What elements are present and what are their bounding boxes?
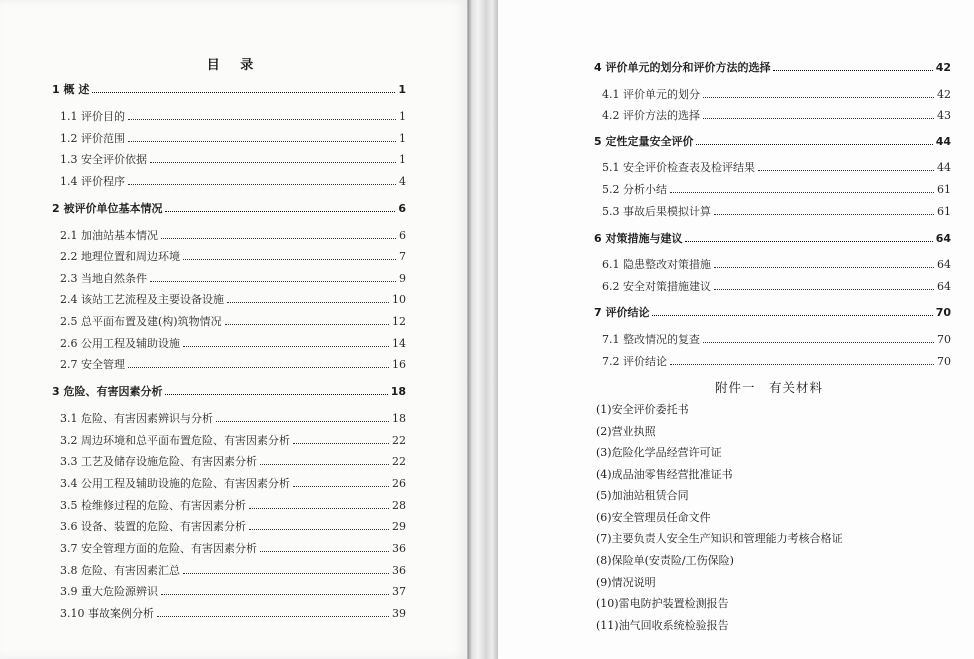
dot-leader (703, 342, 934, 343)
attachment-item: (8)保险单(安责险/工伤保险) (596, 554, 734, 567)
toc-entry-label: 2.7 安全管理 (60, 358, 125, 371)
dot-leader (128, 367, 389, 368)
toc-entry-label: 1.4 评价程序 (60, 175, 125, 188)
toc-section-entry (60, 455, 406, 469)
toc-entry-label: 6.2 安全对策措施建议 (602, 280, 711, 293)
toc-page-number: 1 (399, 110, 406, 123)
toc-section-entry (60, 564, 406, 578)
toc-title: 目 录 (206, 58, 262, 73)
dot-leader (165, 211, 395, 212)
toc-page-number: 22 (392, 455, 406, 468)
toc-section-entry (60, 607, 406, 621)
toc-chapter-entry (52, 83, 406, 97)
toc-entry-label: 5.2 分析小结 (602, 183, 667, 196)
toc-section-entry (60, 110, 406, 124)
toc-page-number: 61 (937, 205, 951, 218)
dot-leader (260, 464, 389, 465)
dot-leader (161, 238, 396, 239)
toc-section-entry (60, 250, 406, 264)
toc-section-entry (60, 520, 406, 534)
toc-entry-label: 2 被评价单位基本情况 (52, 202, 163, 215)
toc-page-number: 64 (935, 232, 951, 245)
toc-entry-label: 3 危险、有害因素分析 (52, 385, 163, 398)
toc-entry-label: 2.1 加油站基本情况 (60, 229, 158, 242)
dot-leader (227, 302, 389, 303)
toc-chapter-entry (52, 202, 406, 216)
toc-section-entry (60, 412, 406, 426)
dot-leader (157, 616, 389, 617)
attachment-title: 附件一 有关材料 (714, 380, 823, 395)
dot-leader (150, 281, 396, 282)
dot-leader (128, 184, 396, 185)
attachment-item: (5)加油站租赁合同 (596, 489, 689, 502)
toc-chapter-entry (594, 232, 951, 246)
toc-page-number: 61 (937, 183, 951, 196)
toc-page-number: 22 (392, 434, 406, 447)
dot-leader (293, 486, 389, 487)
dot-leader (714, 214, 934, 215)
toc-chapter-entry (594, 61, 951, 75)
toc-chapter-entry (594, 135, 951, 149)
dot-leader (685, 241, 932, 242)
toc-section-entry (60, 542, 406, 556)
dot-leader (128, 119, 396, 120)
dot-leader (183, 346, 389, 347)
toc-page-number: 43 (937, 109, 951, 122)
toc-entry-label: 1 概 述 (52, 83, 90, 96)
toc-page-number: 7 (399, 250, 406, 263)
toc-page-number: 44 (935, 135, 951, 148)
dot-leader (714, 267, 934, 268)
toc-section-entry (602, 355, 951, 369)
toc-page-number: 70 (935, 306, 951, 319)
toc-entry-label: 3.9 重大危险源辨识 (60, 585, 158, 598)
toc-entry-label: 3.2 周边环境和总平面布置危险、有害因素分析 (60, 434, 290, 447)
attachment-item: (11)油气回收系统检验报告 (596, 619, 729, 632)
toc-entry-label: 1.3 安全评价依据 (60, 153, 147, 166)
toc-page-number: 1 (398, 83, 406, 96)
toc-page-number: 36 (392, 564, 406, 577)
toc-chapter-entry (52, 385, 406, 399)
toc-section-entry (602, 88, 951, 102)
toc-entry-label: 3.6 设备、装置的危险、有害因素分析 (60, 520, 246, 533)
toc-entry-label: 3.5 检维修过程的危险、有害因素分析 (60, 499, 246, 512)
toc-entry-label: 2.5 总平面布置及建(构)筑物情况 (60, 315, 222, 328)
book-gutter (468, 0, 498, 659)
toc-page-number: 70 (937, 355, 951, 368)
toc-page-number: 26 (392, 477, 406, 490)
attachment-item: (6)安全管理员任命文件 (596, 511, 711, 524)
toc-entry-label: 7.1 整改情况的复查 (602, 333, 700, 346)
toc-section-entry (60, 434, 406, 448)
dot-leader (670, 192, 934, 193)
toc-page-number: 70 (937, 333, 951, 346)
dot-leader (183, 573, 389, 574)
dot-leader (128, 141, 396, 142)
dot-leader (758, 170, 934, 171)
dot-leader (150, 162, 396, 163)
toc-entry-label: 2.3 当地自然条件 (60, 272, 147, 285)
dot-leader (161, 594, 389, 595)
dot-leader (225, 324, 389, 325)
toc-entry-label: 3.1 危险、有害因素辨识与分析 (60, 412, 213, 425)
toc-entry-label: 5.1 安全评价检查表及检评结果 (602, 161, 755, 174)
toc-entry-label: 3.8 危险、有害因素汇总 (60, 564, 180, 577)
attachment-item: (7)主要负责人安全生产知识和管理能力考核合格证 (596, 532, 843, 545)
toc-page-number: 44 (937, 161, 951, 174)
dot-leader (670, 364, 934, 365)
toc-page-number: 4 (399, 175, 406, 188)
dot-leader (216, 421, 389, 422)
toc-section-entry (60, 132, 406, 146)
dot-leader (249, 508, 389, 509)
toc-page-number: 28 (392, 499, 406, 512)
toc-entry-label: 4 评价单元的划分和评价方法的选择 (594, 61, 771, 74)
toc-page-number: 39 (392, 607, 406, 620)
dot-leader (773, 70, 932, 71)
toc-entry-label: 6 对策措施与建议 (594, 232, 683, 245)
toc-entry-label: 1.1 评价目的 (60, 110, 125, 123)
toc-section-entry (60, 293, 406, 307)
toc-page-number: 1 (399, 153, 406, 166)
dot-leader (714, 289, 934, 290)
toc-section-entry (602, 205, 951, 219)
toc-entry-label: 6.1 隐患整改对策措施 (602, 258, 711, 271)
toc-page-number: 42 (937, 88, 951, 101)
toc-page-number: 16 (392, 358, 406, 371)
attachment-item: (10)雷电防护装置检测报告 (596, 597, 729, 610)
dot-leader (703, 118, 934, 119)
toc-page-number: 29 (392, 520, 406, 533)
toc-entry-label: 7.2 评价结论 (602, 355, 667, 368)
toc-entry-label: 2.2 地理位置和周边环境 (60, 250, 180, 263)
dot-leader (696, 144, 932, 145)
dot-leader (183, 259, 396, 260)
toc-section-entry (60, 272, 406, 286)
toc-page-number: 42 (935, 61, 951, 74)
toc-chapter-entry (594, 306, 951, 320)
left-page (0, 0, 468, 659)
toc-page-number: 64 (937, 280, 951, 293)
toc-section-entry (602, 161, 951, 175)
toc-entry-label: 3.3 工艺及储存设施危险、有害因素分析 (60, 455, 257, 468)
toc-entry-label: 3.7 安全管理方面的危险、有害因素分析 (60, 542, 257, 555)
toc-section-entry (602, 280, 951, 294)
toc-page-number: 12 (392, 315, 406, 328)
toc-page-number: 37 (392, 585, 406, 598)
toc-page-number: 18 (392, 412, 406, 425)
toc-page-number: 64 (937, 258, 951, 271)
toc-page-number: 10 (392, 293, 406, 306)
dot-leader (293, 443, 389, 444)
toc-entry-label: 4.2 评价方法的选择 (602, 109, 700, 122)
toc-page-number: 1 (399, 132, 406, 145)
toc-entry-label: 5 定性定量安全评价 (594, 135, 694, 148)
attachment-item: (9)情况说明 (596, 576, 656, 589)
toc-section-entry (602, 109, 951, 123)
dot-leader (249, 529, 389, 530)
toc-section-entry (602, 183, 951, 197)
toc-entry-label: 2.6 公用工程及辅助设施 (60, 337, 180, 350)
dot-leader (703, 97, 934, 98)
toc-section-entry (60, 229, 406, 243)
attachment-item: (1)安全评价委托书 (596, 403, 689, 416)
dot-leader (165, 394, 387, 395)
toc-section-entry (602, 333, 951, 347)
toc-page-number: 6 (399, 229, 406, 242)
toc-entry-label: 4.1 评价单元的划分 (602, 88, 700, 101)
toc-section-entry (60, 477, 406, 491)
toc-page-number: 6 (398, 202, 406, 215)
toc-entry-label: 1.2 评价范围 (60, 132, 125, 145)
toc-section-entry (60, 337, 406, 351)
toc-entry-label: 3.10 事故案例分析 (60, 607, 154, 620)
toc-page-number: 14 (392, 337, 406, 350)
dot-leader (92, 92, 395, 93)
toc-section-entry (602, 258, 951, 272)
toc-section-entry (60, 499, 406, 513)
toc-entry-label: 7 评价结论 (594, 306, 650, 319)
toc-entry-label: 3.4 公用工程及辅助设施的危险、有害因素分析 (60, 477, 290, 490)
toc-section-entry (60, 175, 406, 189)
toc-page-number: 36 (392, 542, 406, 555)
toc-section-entry (60, 358, 406, 372)
dot-leader (652, 315, 932, 316)
toc-page-number: 18 (390, 385, 406, 398)
attachment-item: (3)危险化学品经营许可证 (596, 446, 722, 459)
toc-page-number: 9 (399, 272, 406, 285)
toc-entry-label: 2.4 该站工艺流程及主要设备设施 (60, 293, 224, 306)
toc-entry-label: 5.3 事故后果模拟计算 (602, 205, 711, 218)
toc-section-entry (60, 153, 406, 167)
attachment-item: (2)营业执照 (596, 425, 656, 438)
dot-leader (260, 551, 389, 552)
toc-section-entry (60, 315, 406, 329)
toc-section-entry (60, 585, 406, 599)
attachment-item: (4)成品油零售经营批准证书 (596, 468, 733, 481)
